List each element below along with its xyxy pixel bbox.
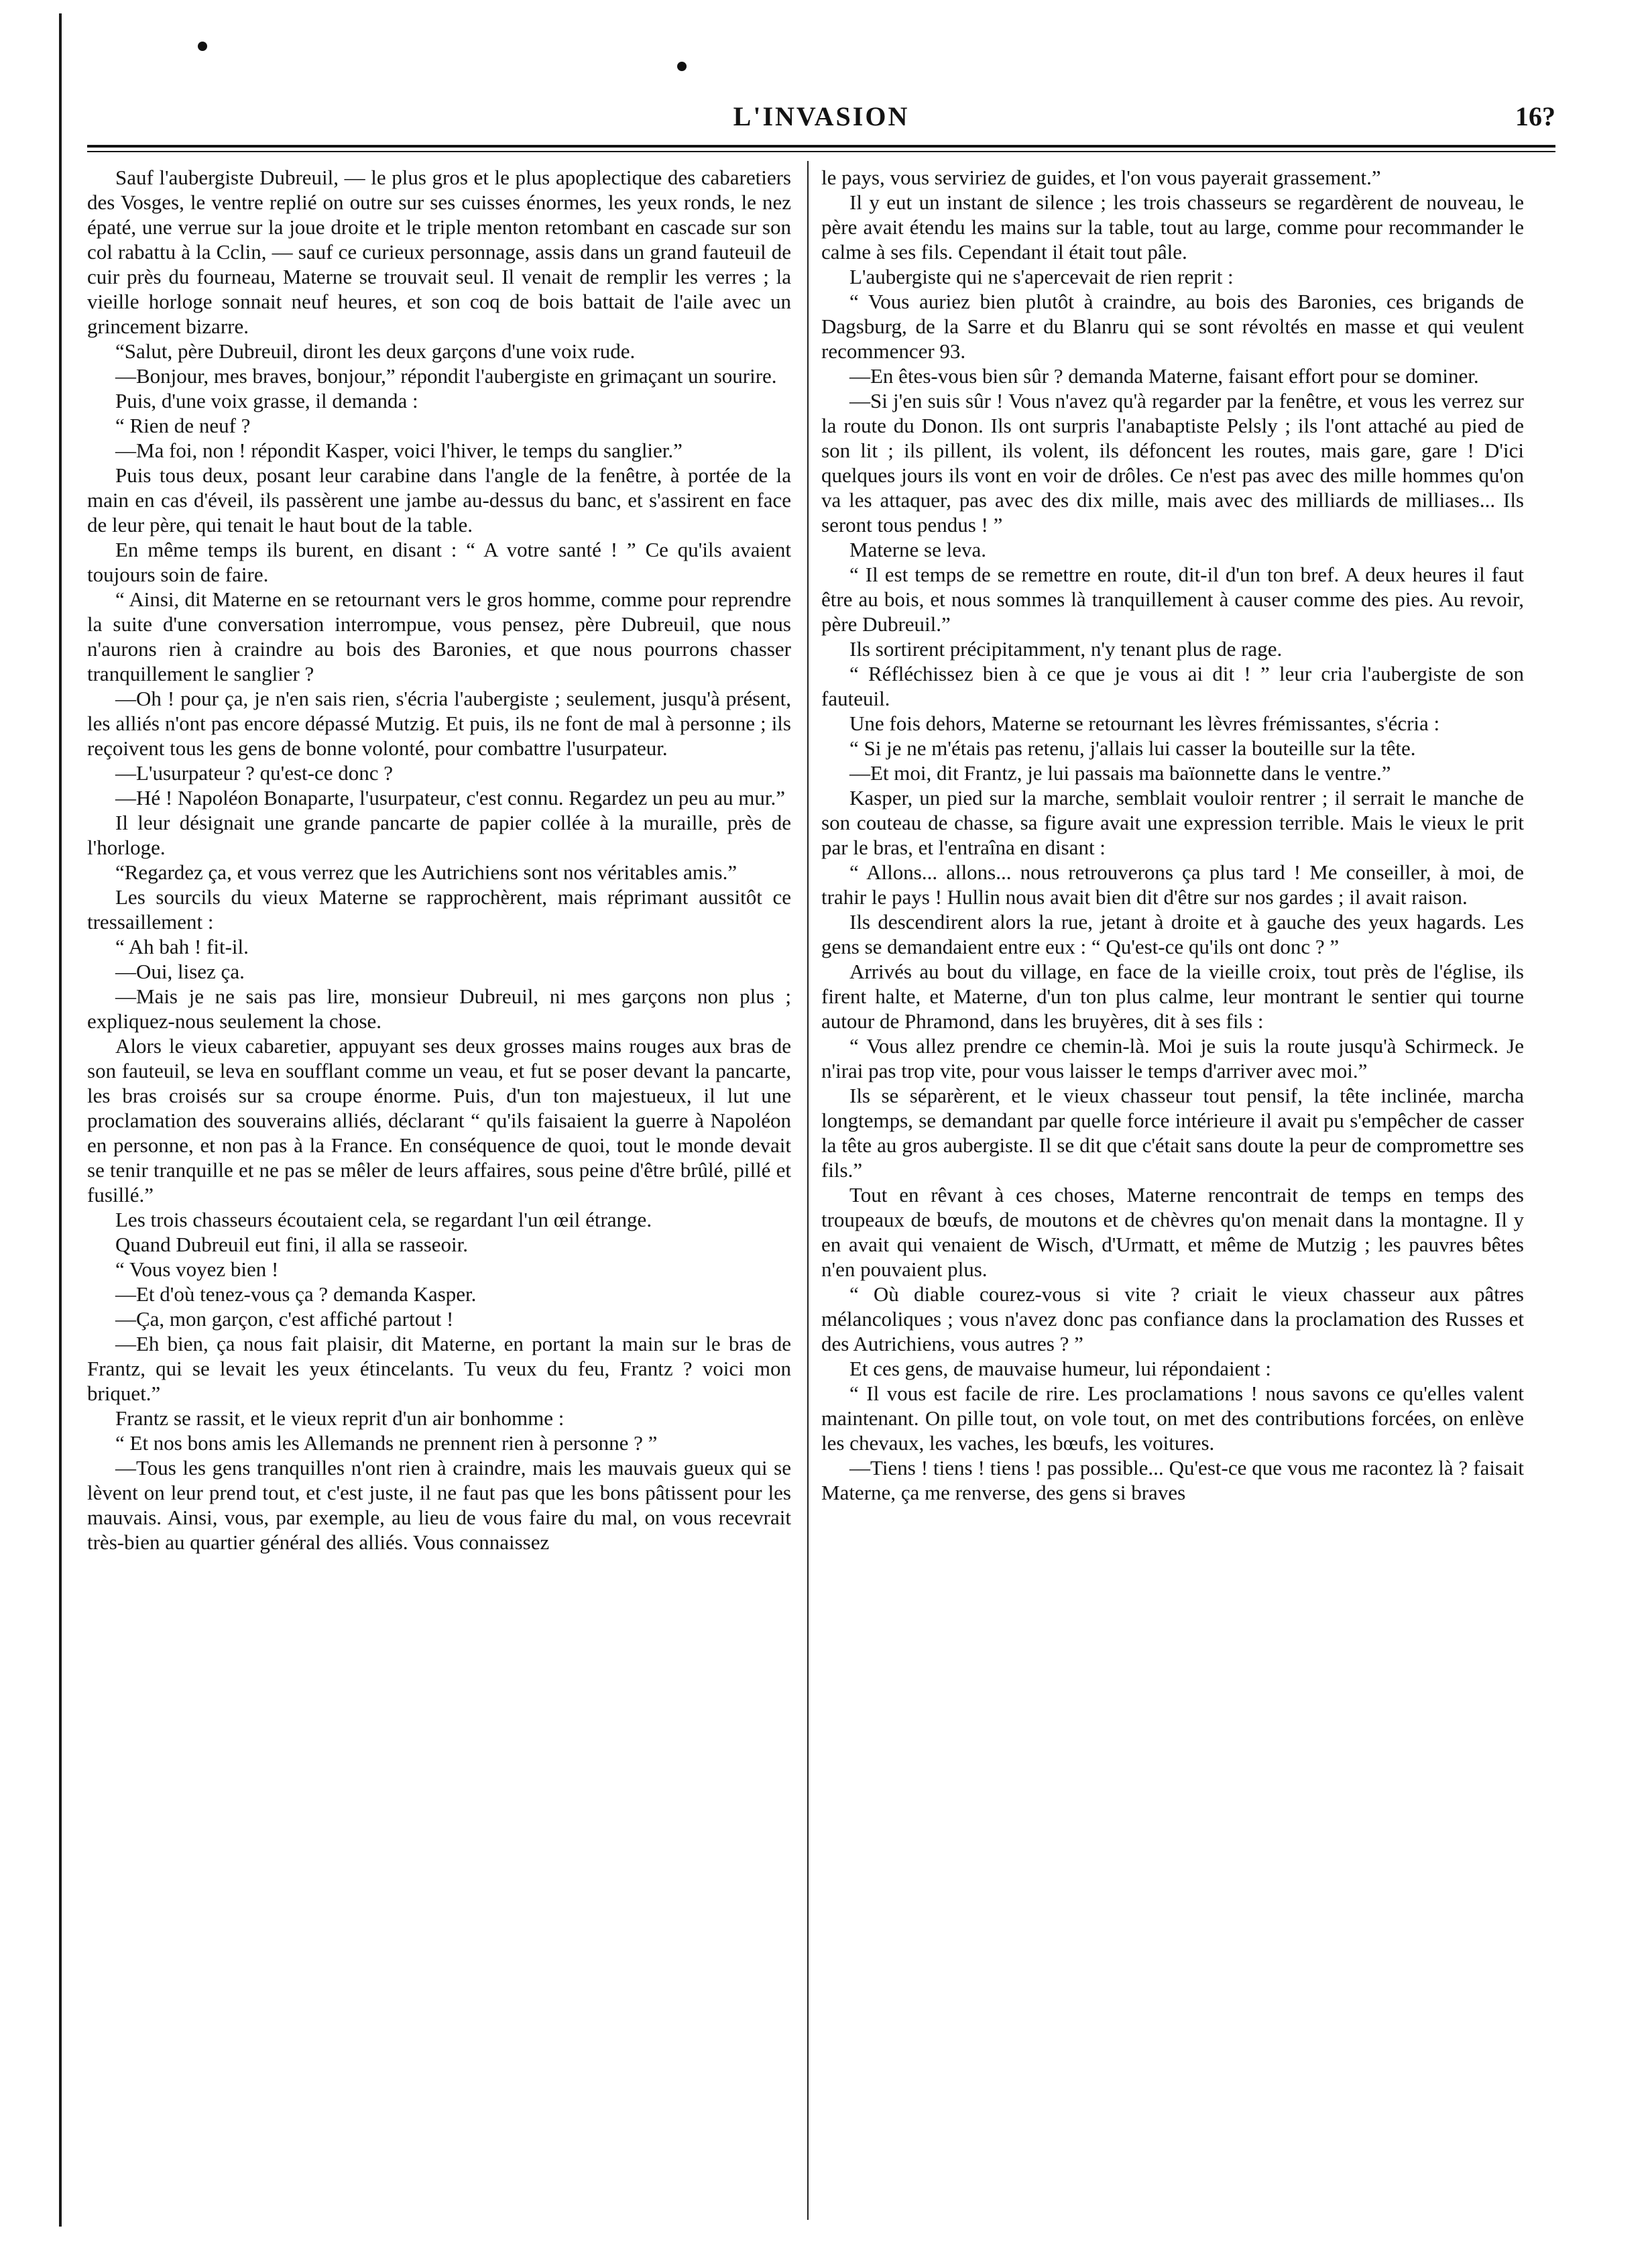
paragraph: Alors le vieux cabaretier, appuyant ses deux grosses mains rouges aux bras de son fauteuil, se leva en soufflant comme un veau, et fut se poser devant la pancarte, les bras croisés sur sa croupe énorme. Puis, d'un ton majestueux, il lut une proclamation des souverains alliés, déclarant “ qu'ils faisaient la guerre à Napoléon en personne, et non pas à la France. En conséquence de quoi, tout le monde devait se tenir tranquille et ne pas se mêler de leurs affaires, sous peine d'être brûlé, pillé et fusillé.” [87, 1034, 791, 1207]
paragraph: —Hé ! Napoléon Bonaparte, l'usurpateur, c'est connu. Regardez un peu au mur.” [115, 786, 786, 809]
left-column [87, 165, 791, 1555]
paragraph: “ Vous voyez bien ! [115, 1257, 279, 1281]
paragraph: —Ma foi, non ! répondit Kasper, voici l'hiver, le temps du sanglier.” [115, 439, 683, 462]
paragraph: “ Ah bah ! fit-il. [115, 935, 249, 958]
paragraph: Ils se séparèrent, et le vieux chasseur tout pensif, la tête inclinée, marcha longtemps, se demandant par quelle force intérieure il avait pu s'empêcher de casser la tête au gros aubergiste. Il se dit que c'était sans doute la peur de compromettre ses fils.” [821, 1084, 1524, 1182]
paragraph: “ Il vous est facile de rire. Les proclamations ! nous savons ce qu'elles valent maintenant. On pille tout, on vole tout, on met des contributions forcées, on enlève les chevaux, les vaches, les bœufs, les voitures. [821, 1382, 1524, 1455]
paragraph: le pays, vous serviriez de guides, et l'on vous payerait grassement.” [821, 166, 1381, 189]
paragraph: “ Vous allez prendre ce chemin-là. Moi je suis la route jusqu'à Schirmeck. Je n'irai pas trop vite, pour vous laisser le temps d'arriver avec moi.” [821, 1034, 1524, 1082]
paragraph: “ Et nos bons amis les Allemands ne prennent rien à personne ? ” [115, 1431, 658, 1455]
paragraph: Ils sortirent précipitamment, n'y tenant plus de rage. [849, 637, 1283, 661]
paragraph: “ Allons... allons... nous retrouverons ça plus tard ! Me conseiller, à moi, de trahir le pays ! Hullin nous avait bien dit d'être sur nos gardes ; il avait raison. [821, 860, 1524, 909]
page-header [87, 101, 1555, 141]
paragraph: —Oui, lisez ça. [115, 960, 245, 983]
right-column [821, 165, 1524, 1505]
binding-edge-line [59, 13, 62, 2227]
paragraph: “ Réfléchissez bien à ce que je vous ai dit ! ” leur cria l'aubergiste de son fauteuil. [821, 662, 1524, 710]
ink-speck [198, 42, 207, 51]
paragraph: Tout en rêvant à ces choses, Materne rencontrait de temps en temps des troupeaux de bœufs, de moutons et de chèvres qu'on menait dans la montagne. Il y en avait qui venaient de Wisch, d'Urmatt, et même de Mutzig ; les pauvres bêtes n'en pouvaient plus. [821, 1183, 1524, 1281]
paragraph: Il y eut un instant de silence ; les trois chasseurs se regardèrent de nouveau, le père avait étendu les mains sur la table, tout au large, comme pour recommander le calme à ses fils. Cependant il était tout pâle. [821, 190, 1524, 264]
paragraph: Les sourcils du vieux Materne se rapprochèrent, mais réprimant aussitôt ce tressaillement : [87, 885, 791, 934]
paragraph: —Bonjour, mes braves, bonjour,” répondit l'aubergiste en grimaçant un sourire. [115, 364, 777, 388]
column-divider [807, 161, 809, 2220]
paragraph: “Salut, père Dubreuil, diront les deux garçons d'une voix rude. [115, 339, 636, 363]
paragraph: Et ces gens, de mauvaise humeur, lui répondaient : [849, 1357, 1271, 1380]
paragraph: “ Vous auriez bien plutôt à craindre, au bois des Baronies, ces brigands de Dagsburg, de la Sarre et du Blanru qui se sont révoltés en masse et qui veulent recommencer 93. [821, 290, 1524, 363]
paragraph: —Ça, mon garçon, c'est affiché partout ! [115, 1307, 454, 1331]
paragraph: Une fois dehors, Materne se retournant les lèvres frémissantes, s'écria : [849, 712, 1440, 735]
paragraph: —Mais je ne sais pas lire, monsieur Dubreuil, ni mes garçons non plus ; expliquez-nous seulement la chose. [87, 985, 791, 1033]
header-rule [87, 145, 1555, 148]
paragraph: En même temps ils burent, en disant : “ A votre santé ! ” Ce qu'ils avaient toujours soin de faire. [87, 538, 791, 586]
paragraph: —Si j'en suis sûr ! Vous n'avez qu'à regarder par la fenêtre, et vous les verrez sur la route du Donon. Ils ont surpris l'anabaptiste Pelsly ; ils l'ont attaché au pied de son lit ; ils pillent, ils volent, ils défoncent les routes, mais gare, gare ! D'ici quelques jours ils vont en voir de drôles. Ce n'est pas avec des mille hommes qu'on va les attaquer, pas avec des dix mille, mais avec des milliards de milliases... Ils seront tous pendus ! ” [821, 389, 1524, 537]
paragraph: —Tous les gens tranquilles n'ont rien à craindre, mais les mauvais gueux qui se lèvent on leur prend tout, et c'est juste, il ne faut pas que les bons pâtissent pour les mauvais. Ainsi, vous, par exemple, au lieu de vous faire du mal, on vous recevrait très-bien au quartier général des alliés. Vous connaissez [87, 1456, 791, 1554]
paragraph: “ Il est temps de se remettre en route, dit-il d'un ton bref. A deux heures il faut être au bois, et nous sommes là tranquillement à causer comme des pies. Au revoir, père Dubreuil.” [821, 563, 1524, 636]
paragraph: L'aubergiste qui ne s'apercevait de rien reprit : [849, 265, 1234, 288]
paragraph: —Tiens ! tiens ! tiens ! pas possible... Qu'est-ce que vous me racontez là ? faisait Materne, ça me renverse, des gens si braves [821, 1456, 1524, 1504]
running-title: L'INVASION [733, 101, 910, 131]
paragraph: —Oh ! pour ça, je n'en sais rien, s'écria l'aubergiste ; seulement, jusqu'à présent, les alliés n'ont pas encore dépassé Mutzig. Et puis, ils ne font de mal à personne ; ils reçoivent tous les gens de bonne volonté, pour combattre l'usurpateur. [87, 687, 791, 760]
header-rule-thin [87, 151, 1555, 152]
paragraph: Il leur désignait une grande pancarte de papier collée à la muraille, près de l'horloge. [87, 811, 791, 859]
paragraph: Quand Dubreuil eut fini, il alla se rasseoir. [115, 1233, 469, 1256]
paragraph: —En êtes-vous bien sûr ? demanda Materne, faisant effort pour se dominer. [849, 364, 1479, 388]
paragraph: “ Ainsi, dit Materne en se retournant vers le gros homme, comme pour reprendre la suite d'une conversation interrompue, vous pensez, père Dubreuil, que nous n'aurons rien à craindre au bois des Baronies, et que nous pourrons chasser tranquillement le sanglier ? [87, 587, 791, 685]
paragraph: Arrivés au bout du village, en face de la vieille croix, tout près de l'église, ils firent halte, et Materne, d'un ton plus calme, leur montrant le sentier qui tourne autour de Phramond, dans les bruyères, dit à ses fils : [821, 960, 1524, 1033]
paragraph: Frantz se rassit, et le vieux reprit d'un air bonhomme : [115, 1406, 565, 1430]
paragraph: “Regardez ça, et vous verrez que les Autrichiens sont nos véritables amis.” [115, 860, 738, 884]
paragraph: Puis tous deux, posant leur carabine dans l'angle de la fenêtre, à portée de la main en cas d'éveil, ils passèrent une jambe au-dessus du banc, et s'assirent en face de leur père, qui tenait le haut bout de la table. [87, 463, 791, 537]
page-number: 16? [1515, 101, 1555, 131]
paragraph: Les trois chasseurs écoutaient cela, se regardant l'un œil étrange. [115, 1208, 652, 1231]
paragraph: Sauf l'aubergiste Dubreuil, — le plus gros et le plus apoplectique des cabaretiers des Vosges, le ventre replié on outre sur ses cuisses énormes, les yeux ronds, le nez épaté, une verrue sur la joue droite et le triple menton retombant en cascade sur son col rabattu à la Cclin, — sauf ce curieux personnage, assis dans un grand fauteuil de cuir près du fourneau, Materne se trouvait seul. Il venait de remplir les verres ; la vieille horloge sonnait neuf heures, et son coq de bois battait de l'aile avec un grincement bizarre. [87, 166, 791, 338]
paragraph: Materne se leva. [849, 538, 986, 561]
paragraph: “ Rien de neuf ? [115, 414, 251, 437]
ink-speck [677, 62, 687, 71]
paragraph: —Eh bien, ça nous fait plaisir, dit Materne, en portant la main sur le bras de Frantz, qui se levait les yeux étincelants. Tu veux du feu, Frantz ? voici mon briquet.” [87, 1332, 791, 1405]
paragraph: —L'usurpateur ? qu'est-ce donc ? [115, 761, 394, 785]
paragraph: Puis, d'une voix grasse, il demanda : [115, 389, 418, 412]
paragraph: Ils descendirent alors la rue, jetant à droite et à gauche des yeux hagards. Les gens se demandaient entre eux : “ Qu'est-ce qu'ils ont donc ? ” [821, 910, 1524, 958]
paragraph: “ Où diable courez-vous si vite ? criait le vieux chasseur aux pâtres mélancoliques ; vous n'avez donc pas confiance dans la proclamation des Russes et des Autrichiens, vous autres ? ” [821, 1282, 1524, 1355]
paragraph: —Et moi, dit Frantz, je lui passais ma baïonnette dans le ventre.” [849, 761, 1391, 785]
paragraph: —Et d'où tenez-vous ça ? demanda Kasper. [115, 1282, 477, 1306]
paragraph: “ Si je ne m'étais pas retenu, j'allais lui casser la bouteille sur la tête. [849, 736, 1416, 760]
paragraph: Kasper, un pied sur la marche, semblait vouloir rentrer ; il serrait le manche de son couteau de chasse, sa figure avait une expression terrible. Mais le vieux le prit par le bras, et l'entraîna en disant : [821, 786, 1524, 859]
